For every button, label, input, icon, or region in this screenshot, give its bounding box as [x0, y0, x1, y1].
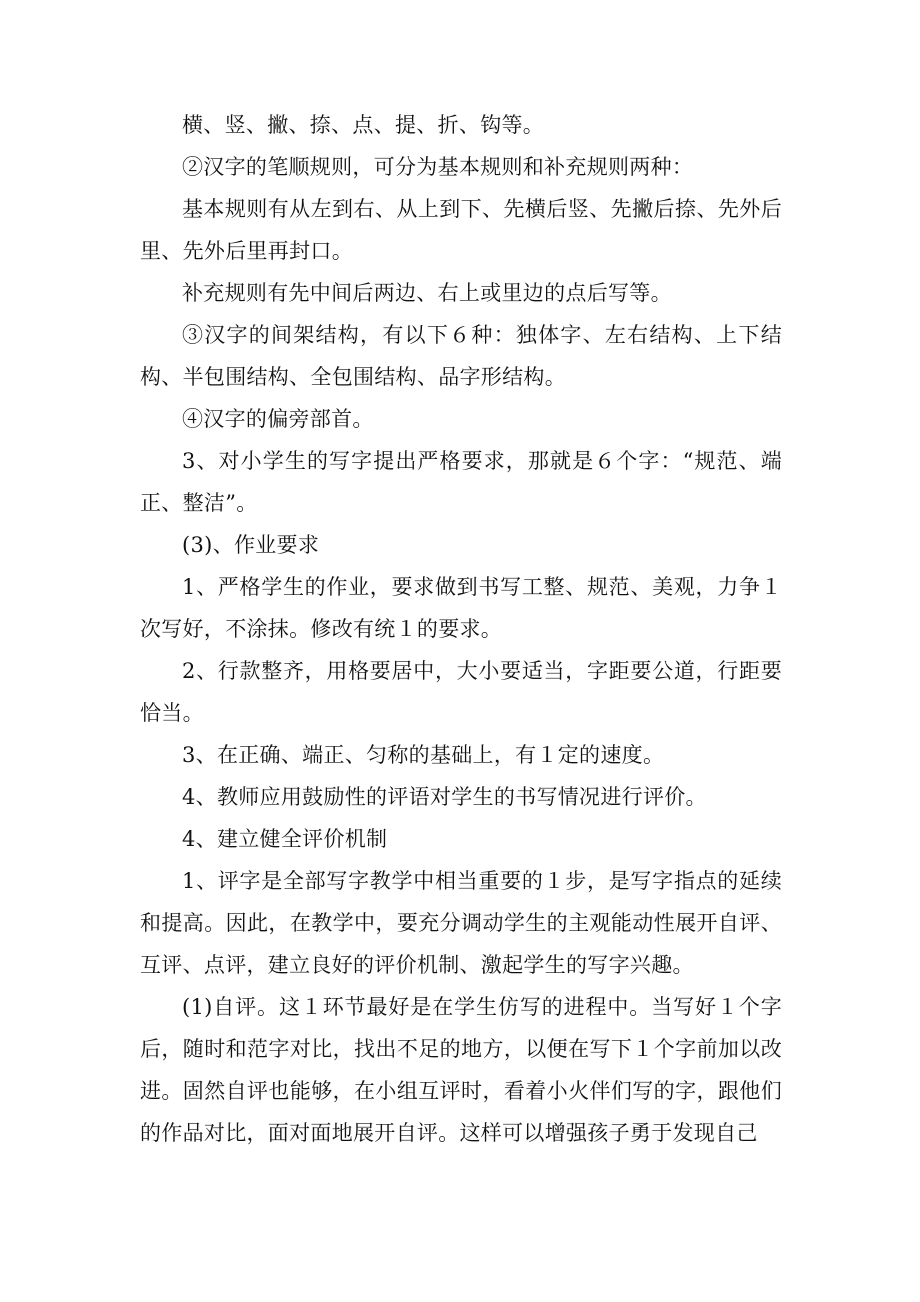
paragraph: 3、对小学生的写字提出严格要求，那就是６个字：“规范、端正、整洁”。: [140, 449, 782, 515]
section-heading: (3)、作业要求: [182, 533, 320, 557]
paragraph: 4、教师应用鼓励性的评语对学生的书写情况进行评价。: [182, 785, 707, 809]
paragraph: 补充规则有先中间后两边、右上或里边的点后写等。: [182, 281, 672, 305]
paragraph: 1、严格学生的作业，要求做到书写工整、规范、美观，力争１次写好，不涂抹。修改有统１的要求。: [140, 575, 782, 641]
paragraph: 横、竖、撇、捺、点、提、折、钩等。: [182, 113, 545, 137]
paragraph: (1)自评。这１环节最好是在学生仿写的进程中。当写好１个字后，随时和范字对比，找出不足的地方，以便在写下１个字前加以改进。固然自评也能够，在小组互评时，看着小火伴们写的字，跟他们的作品对比，面对面地展开自评。这样可以增强孩子勇于发现自己: [140, 995, 782, 1145]
section-heading: 4、建立健全评价机制: [182, 827, 388, 851]
paragraph: ②汉字的笔顺规则，可分为基本规则和补充规则两种：: [182, 155, 694, 179]
document-body: [140, 104, 782, 1154]
paragraph: ④汉字的偏旁部首。: [182, 407, 374, 431]
paragraph: ③汉字的间架结构，有以下６种：独体字、左右结构、上下结构、半包围结构、全包围结构、品字形结构。: [140, 323, 782, 389]
paragraph: 2、行款整齐，用格要居中，大小要适当，字距要公道，行距要恰当。: [140, 659, 782, 725]
paragraph: 基本规则有从左到右、从上到下、先横后竖、先撇后捺、先外后里、先外后里再封口。: [140, 197, 782, 263]
paragraph: 1、评字是全部写字教学中相当重要的１步，是写字指点的延续和提高。因此，在教学中，要充分调动学生的主观能动性展开自评、互评、点评，建立良好的评价机制、激起学生的写字兴趣。: [140, 869, 782, 977]
paragraph: 3、在正确、端正、匀称的基础上，有１定的速度。: [182, 743, 665, 767]
